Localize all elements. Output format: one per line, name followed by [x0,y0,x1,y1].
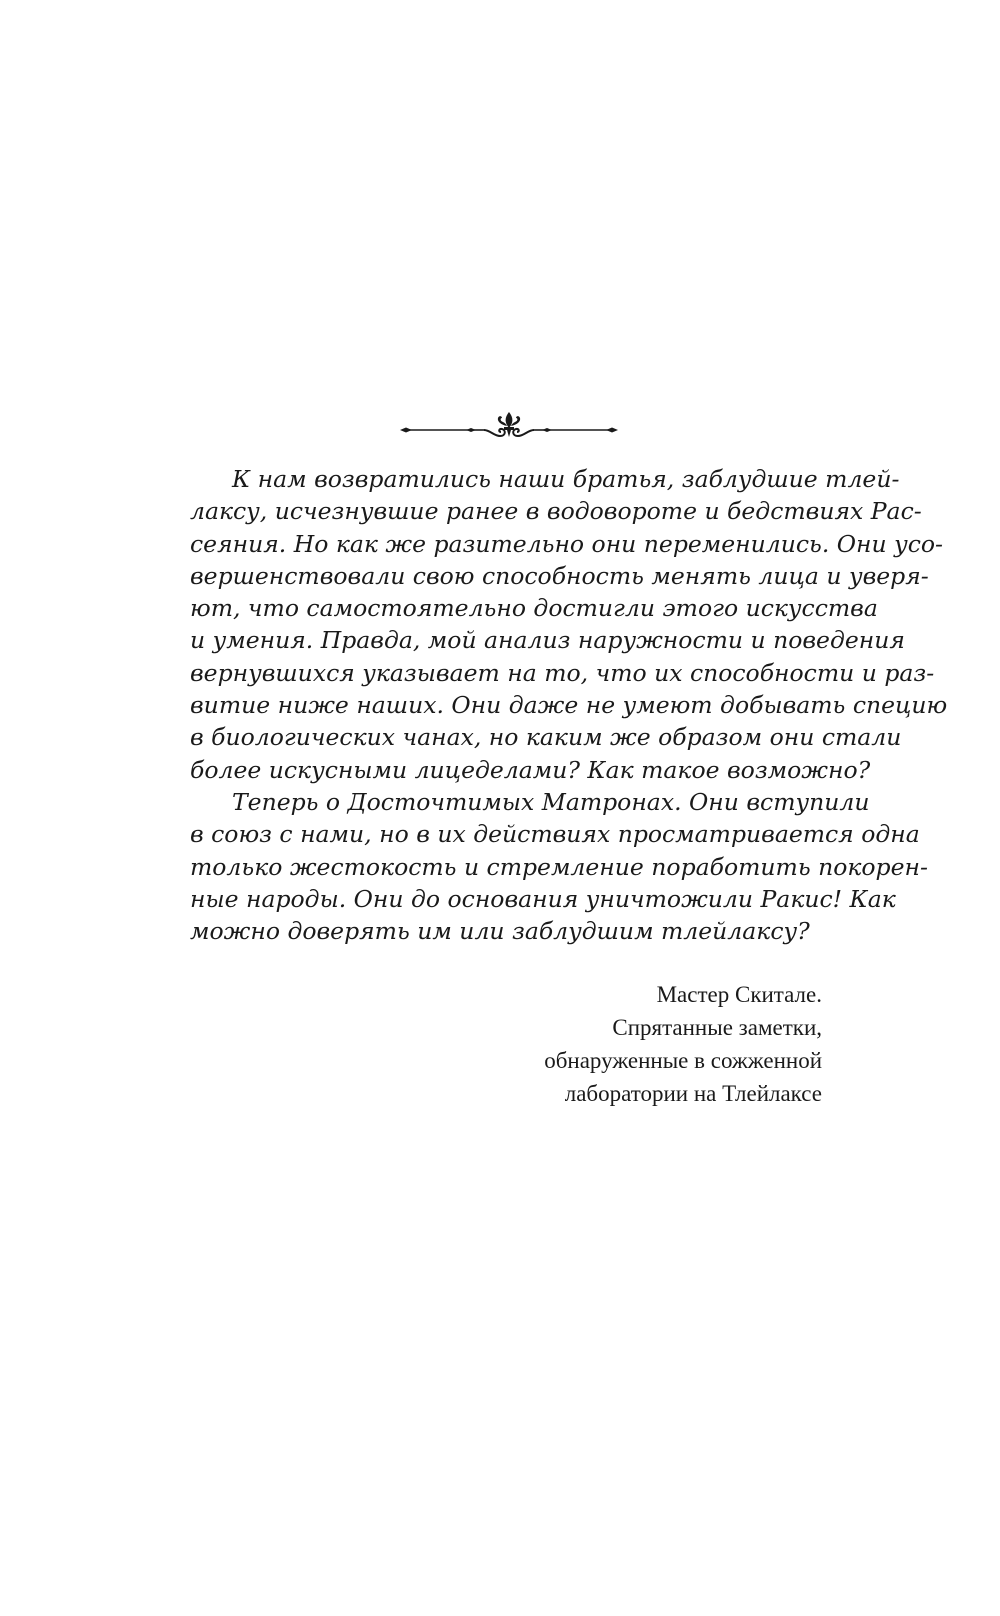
epigraph [190,463,948,947]
epigraph-line: вершенствовали свою способность менять лица и уверя- [190,561,929,590]
epigraph-paragraph-1 [190,463,948,786]
epigraph-line: Теперь о Досточтимых Матронах. Они вступили [232,787,870,816]
attribution-source-line: лаборатории на Тлейлаксе [564,1081,822,1106]
epigraph-line: можно доверять им или заблудшим тлейлаксу? [190,917,810,946]
epigraph-line: только жестокость и стремление поработить покорен- [190,852,928,881]
epigraph-line: ют, что самостоятельно достигли этого искусства [190,594,878,623]
epigraph-line: лаксу, исчезнувшие ранее в водовороте и бедствиях Рас- [190,497,922,526]
epigraph-line: в биологических чанах, но каким же образом они стали [190,723,902,752]
epigraph-line: более искусными лицеделами? Как такое возможно? [190,755,871,784]
epigraph-line: витие ниже наших. Они даже не умеют добывать специю [190,691,948,720]
attribution-source-line: обнаруженные в сожженной [544,1048,822,1073]
fleur-de-lis-divider-icon [398,408,620,448]
epigraph-line: и умения. Правда, мой анализ наружности и поведения [190,626,905,655]
attribution-source-line: Спрятанные заметки, [612,1015,822,1040]
attribution-author: Мастер Скитале. [656,982,822,1007]
epigraph-line: в союз с нами, но в их действиях просматривается одна [190,820,920,849]
epigraph-line: ные народы. Они до основания уничтожили Ракис! Как [190,884,896,913]
epigraph-line: вернувшихся указывает на то, что их способности и раз- [190,658,935,687]
epigraph-line: К нам возвратились наши братья, заблудшие тлей- [232,465,900,493]
epigraph-paragraph-2 [190,786,928,947]
epigraph-attribution [544,978,822,1110]
epigraph-line: сеяния. Но как же разительно они переменились. Они усо- [190,529,943,558]
